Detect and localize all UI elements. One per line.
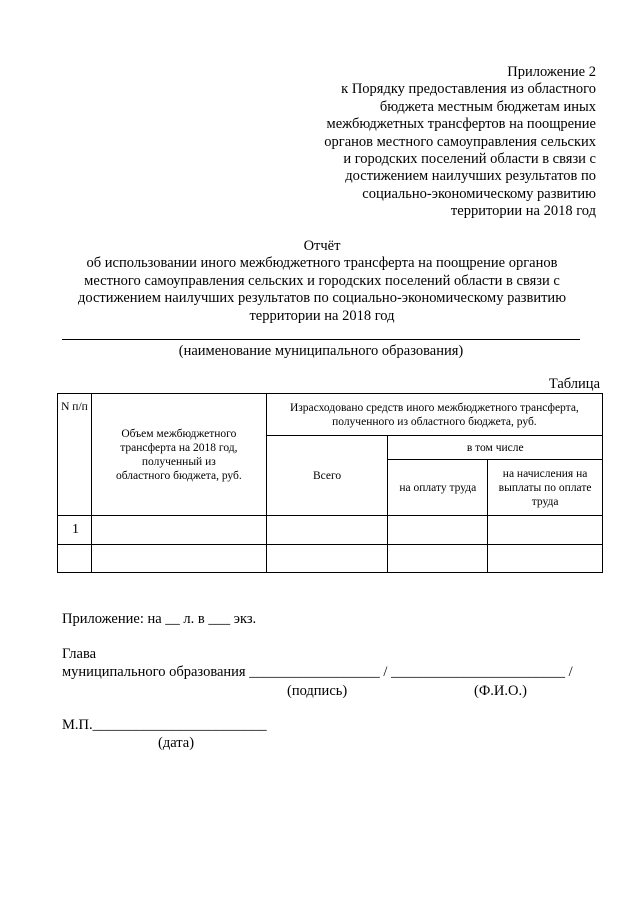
header-spent: Израсходовано средств иного межбюджетного трансферта, полученного из областного бюджета, руб. xyxy=(266,394,602,436)
table-cell[interactable] xyxy=(388,545,488,573)
date-caption: (дата) xyxy=(158,735,195,751)
table-cell[interactable] xyxy=(58,545,92,573)
header-wages: на оплату труда xyxy=(388,460,488,516)
table-cell[interactable] xyxy=(266,516,388,545)
appendix-line: достижением наилучших результатов по xyxy=(345,168,596,185)
header-including: в том числе xyxy=(388,436,603,460)
attachment-line: Приложение: на __ л. в ___ экз. xyxy=(62,611,257,627)
appendix-line: органов местного самоуправления сельских xyxy=(324,133,596,150)
name-caption: (Ф.И.О.) xyxy=(474,683,527,699)
header-volume: Объем межбюджетного трансферта на 2018 год, полученный из областного бюджета, руб. xyxy=(91,394,266,516)
header-number: N п/п xyxy=(58,394,92,516)
table-row xyxy=(58,545,603,573)
appendix-line: к Порядку предоставления из областного xyxy=(341,81,596,98)
table-cell[interactable]: 1 xyxy=(58,516,92,545)
report-title-line: местного самоуправления сельских и городских поселений области в связи с xyxy=(84,272,560,289)
report-title-line: об использовании иного межбюджетного трансферта на поощрение органов xyxy=(86,255,558,272)
municipality-name-line[interactable] xyxy=(62,339,580,340)
report-title-line: достижением наилучших результатов по социально-экономическому развитию xyxy=(77,290,567,307)
table-row xyxy=(58,516,603,545)
appendix-line: социально-экономическому развитию xyxy=(362,185,596,202)
report-title-heading: Отчёт xyxy=(303,238,341,254)
table-cell[interactable] xyxy=(488,516,603,545)
signature-caption: (подпись) xyxy=(287,683,348,699)
appendix-line: территории на 2018 год xyxy=(450,203,596,220)
table-cell[interactable] xyxy=(488,545,603,573)
seal-date-line[interactable]: М.П.________________________ xyxy=(62,717,267,733)
appendix-line: межбюджетных трансфертов на поощрение xyxy=(326,116,596,133)
report-title-line: территории на 2018 год xyxy=(249,307,395,324)
appendix-line: бюджета местным бюджетам иных xyxy=(379,98,596,115)
table-cell[interactable] xyxy=(91,516,266,545)
table-label: Таблица xyxy=(548,376,600,392)
signature-line[interactable]: муниципального образования __________________ / ________________________ / xyxy=(62,664,573,680)
municipality-caption: (наименование муниципального образования) xyxy=(178,343,464,359)
report-title xyxy=(52,238,592,325)
appendix-line: Приложение 2 xyxy=(507,64,596,80)
header-total: Всего xyxy=(266,436,388,516)
appendix-header xyxy=(266,64,596,221)
appendix-line: и городских поселений области в связи с xyxy=(343,151,596,168)
table-cell[interactable] xyxy=(388,516,488,545)
report-table xyxy=(57,393,603,573)
table-cell[interactable] xyxy=(91,545,266,573)
head-label: Глава xyxy=(62,646,97,662)
header-accruals: на начисления на выплаты по оплате труда xyxy=(488,460,603,516)
table-cell[interactable] xyxy=(266,545,388,573)
